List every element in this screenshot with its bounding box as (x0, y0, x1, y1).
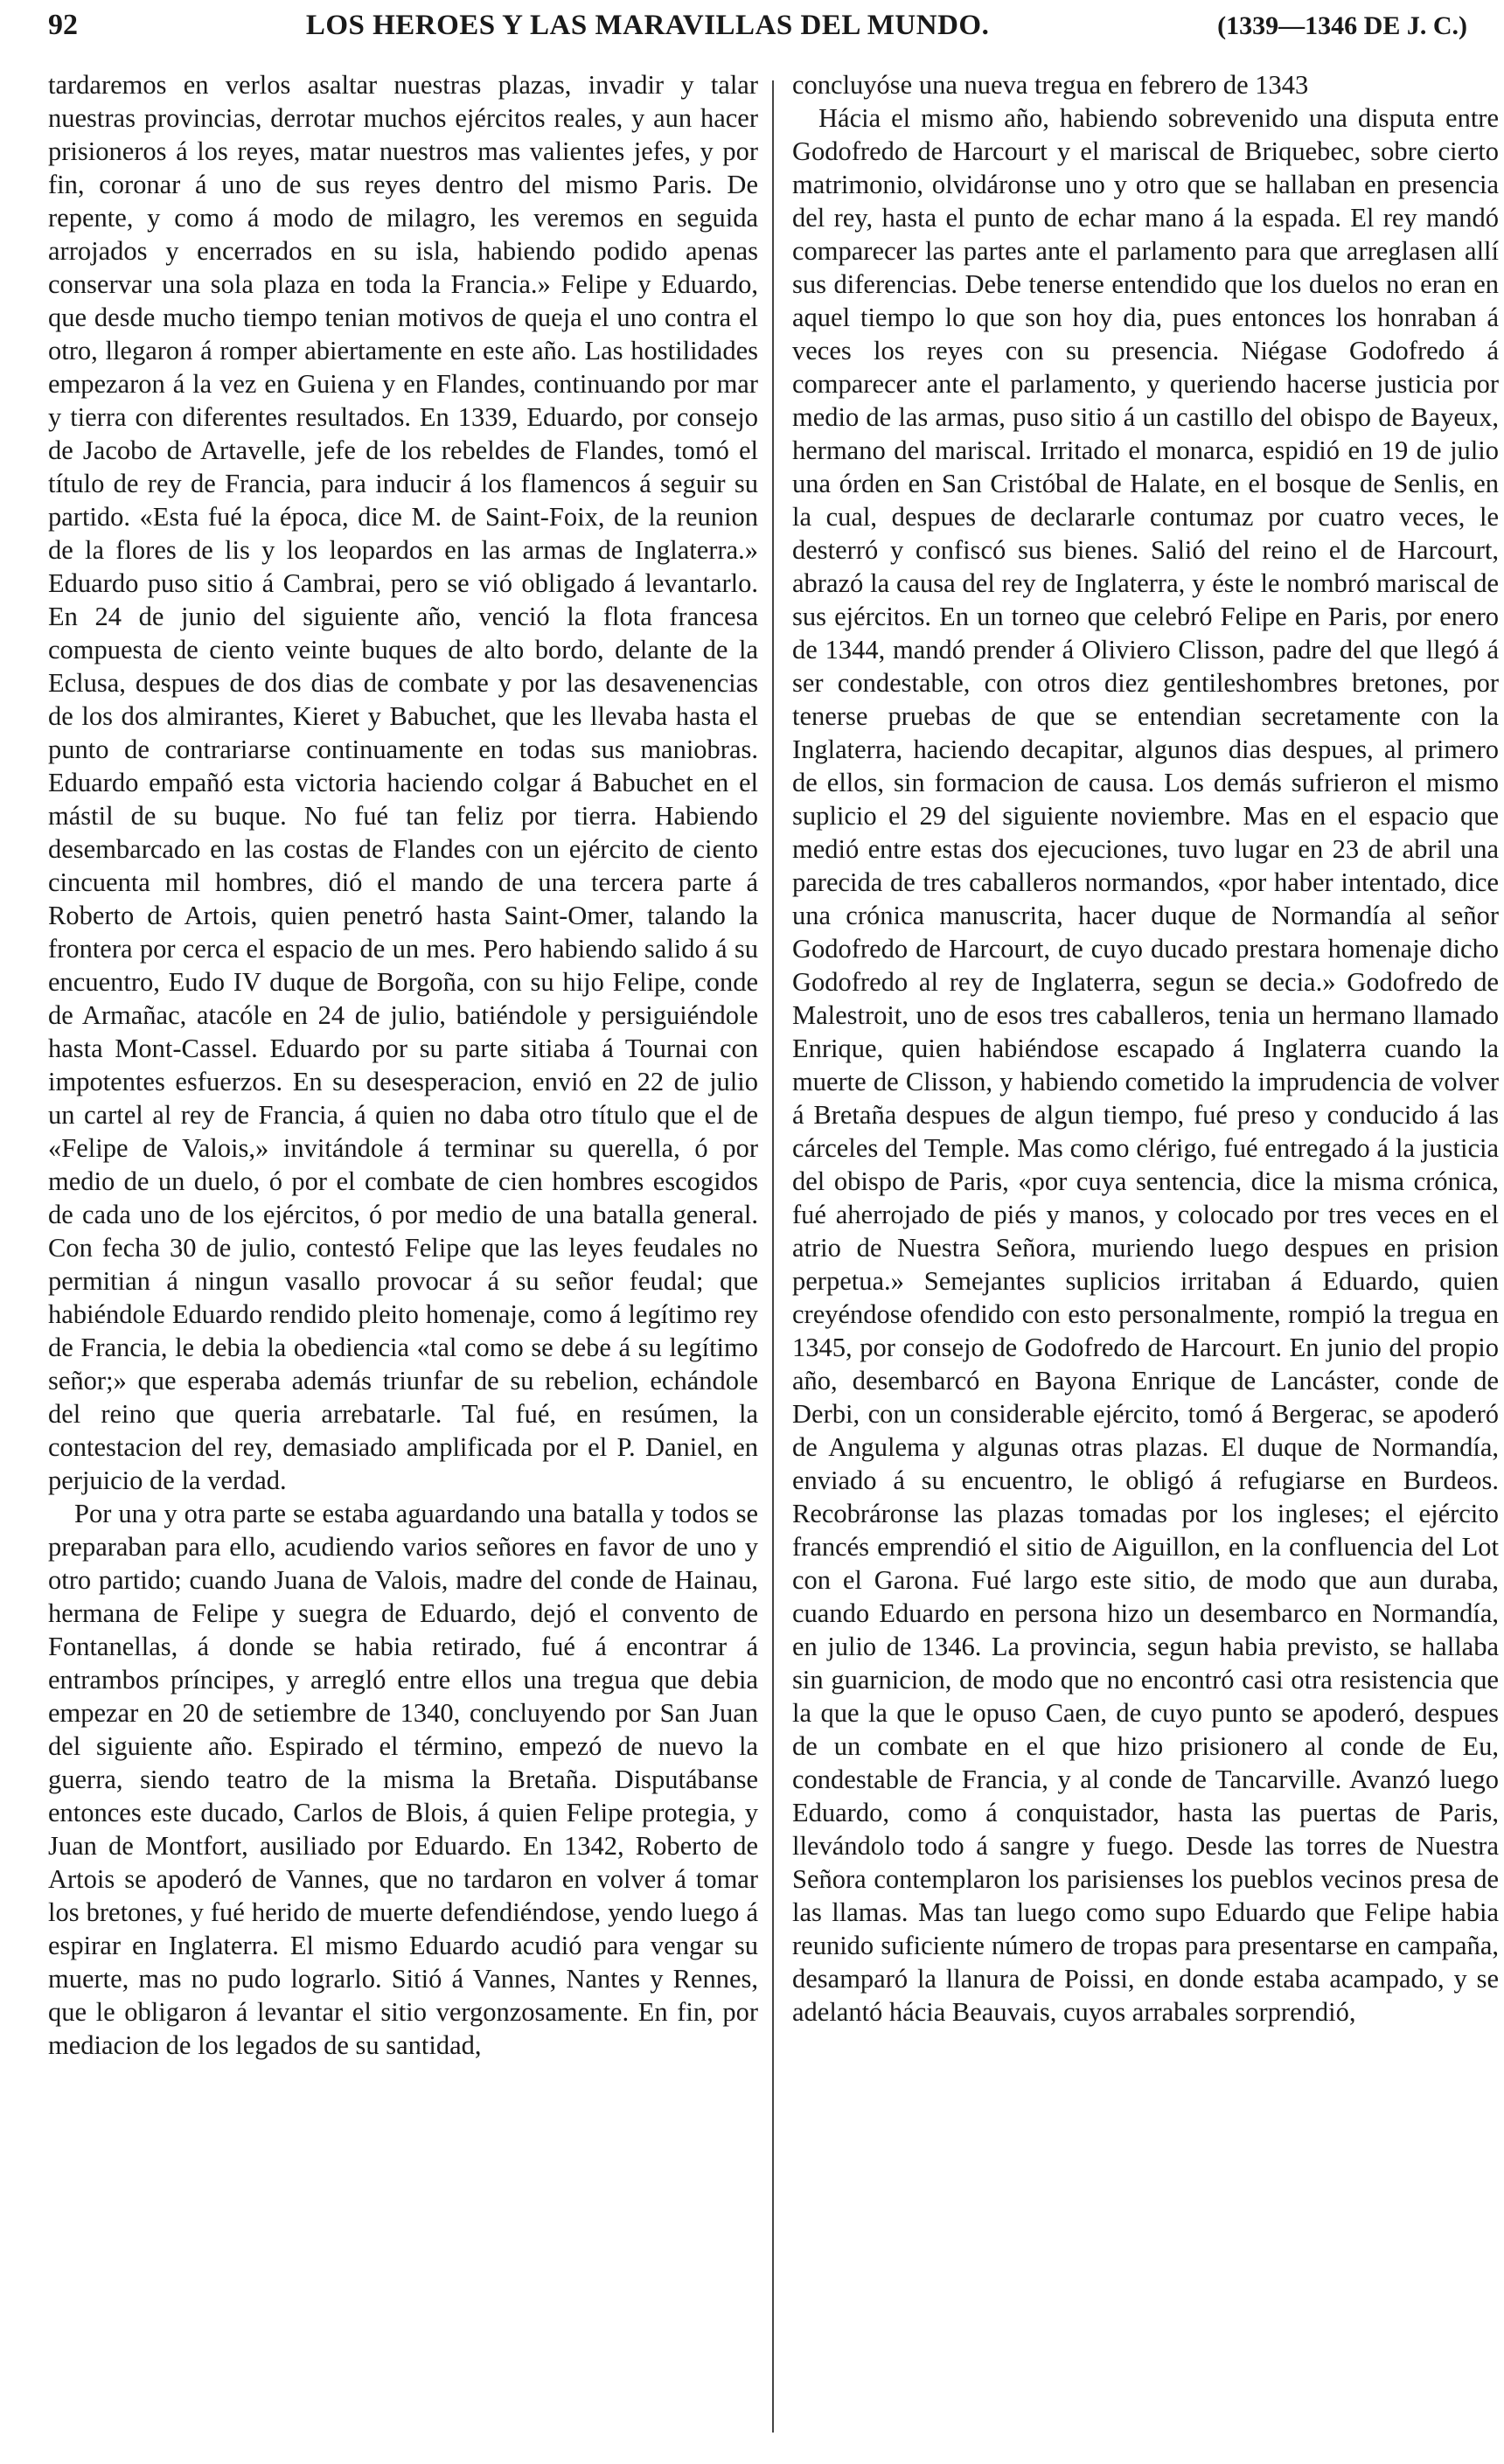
left-paragraph-1: tardaremos en verlos asaltar nuestras plazas, invadir y talar nuestras provincias, derrotar muchos ejércitos reales, y aun hacer prisioneros á los reyes, matar nuestros mas valientes jefes, y por fin, coronar á uno de sus reyes dentro del mismo Paris. De repente, y como á modo de milagro, les veremos en seguida arrojados y encerrados en su isla, habiendo podido apenas conservar una sola plaza en toda la Francia.» Felipe y Eduardo, que desde mucho tiempo tenian motivos de queja el uno contra el otro, llegaron á romper abiertamente en este año. Las hostilidades empezaron á la vez en Guiena y en Flandes, continuando por mar y tierra con diferentes resultados. En 1339, Eduardo, por consejo de Jacobo de Artavelle, jefe de los rebeldes de Flandes, tomó el título de rey de Francia, para inducir á los flamencos á seguir su partido. «Esta fué la época, dice M. de Saint-Foix, de la reunion de la flores de lis y los leopardos en las armas de Inglaterra.» Eduardo puso sitio á Cambrai, pero se vió obligado á levantarlo. En 24 de junio del siguiente año, venció la flota francesa compuesta de ciento veinte buques de alto bordo, delante de la Eclusa, despues de dos dias de combate y por las desavenencias de los dos almirantes, Kieret y Babuchet, que les llevaba hasta el punto de contrariarse continuamente en todas sus maniobras. Eduardo empañó esta victoria haciendo colgar á Babuchet en el mástil de su buque. No fué tan feliz por tierra. Habiendo desembarcado en las costas de Flandes con un ejército de ciento cincuenta mil hombres, dió el mando de una tercera parte á Roberto de Artois, quien penetró hasta Saint-Omer, talando la frontera por cerca el espacio de un mes. Pero habiendo salido á su encuentro, Eudo IV duque de Borgoña, con su hijo Felipe, conde de Armañac, atacóle en 24 de julio, batiéndole y persiguiéndole hasta Mont-Cassel. Eduardo por su parte sitiaba á Tournai con impotentes esfuerzos. En su desesperacion, envió en 22 de julio un cartel al rey de Francia, á quien no daba otro título que el de «Felipe de Valois,» invitándole á terminar su querella, ó por medio de un duelo, ó por el combate de cien hombres escogidos de cada uno de los ejércitos, ó por medio de una batalla general. Con fecha 30 de julio, contestó Felipe que las leyes feudales no permitian á ningun vasallo provocar á su señor feudal; que habiéndole Eduardo rendido pleito homenaje, como á legítimo rey de Francia, le debia la obediencia «tal como se debe á su legítimo señor;» que esperaba además triunfar de su rebelion, echándole del reino que queria arrebatarle. Tal fué, en resúmen, la contestacion del rey, demasiado amplificada por el P. Daniel, en perjuicio de la verdad. (48, 70, 758, 1495)
left-paragraph-2: Por una y otra parte se estaba aguardando una batalla y todos se preparaban para ello, acudiendo varios señores en favor de uno y otro partido; cuando Juana de Valois, madre del conde de Hainau, hermana de Felipe y suegra de Eduardo, dejó el convento de Fontanellas, á donde se habia retirado, fué á encontrar á entrambos príncipes, y arregló entre ellos una tregua que debia empezar en 20 de setiembre de 1340, concluyendo por San Juan del siguiente año. Espirado el término, empezó de nuevo la guerra, siendo teatro de la misma la Bretaña. Disputábanse entonces este ducado, Carlos de Blois, á quien Felipe protegia, y Juan de Montfort, ausiliado por Eduardo. En 1342, Roberto de Artois se apoderó de Vannes, que no tardaron en volver á tomar los bretones, y fué herido de muerte defendiéndose, yendo luego á espirar en Inglaterra. El mismo Eduardo acudió para vengar su muerte, mas no pudo lograrlo. Sitió á Vannes, Nantes y Rennes, que le obligaron á levantar el sitio vergonzosamente. En fin, por mediacion de los legados de su santidad, (48, 1499, 758, 2060)
date-range: (1339—1346 DE J. C.) (1217, 11, 1467, 40)
page-header (48, 9, 1467, 68)
right-paragraph-1: concluyóse una nueva tregua en febrero de 1343 (792, 70, 1309, 100)
right-paragraph-2: Hácia el mismo año, habiendo sobrevenido una disputa entre Godofredo de Harcourt y el mariscal de Briquebec, sobre cierto matrimonio, olvidáronse uno y otro que se hallaban en presencia del rey, hasta el punto de echar mano á la espada. El rey mandó comparecer las partes ante el parlamento para que arreglasen allí sus diferencias. Debe tenerse entendido que los duelos no eran en aquel tiempo lo que son hoy dia, pues entonces los honraban á veces los reyes con su presencia. Niégase Godofredo á comparecer ante el parlamento, y queriendo hacerse justicia por medio de las armas, puso sitio á un castillo del obispo de Bayeux, hermano del mariscal. Irritado el monarca, espidió en 19 de julio una órden en San Cristóbal de Halate, en el bosque de Senlis, en la cual, despues de declararle contumaz por cuatro veces, le desterró y confiscó sus bienes. Salió del reino el de Harcourt, abrazó la causa del rey de Inglaterra, y éste le nombró mariscal de sus ejércitos. En un torneo que celebró Felipe en Paris, por enero de 1344, mandó prender á Oliviero Clisson, padre del que llegó á ser condestable, con otros diez gentileshombres bretones, por tenerse pruebas de que se entendian secretamente con la Inglaterra, haciendo decapitar, algunos dias despues, al primero de ellos, sin formacion de causa. Los demás sufrieron el mismo suplicio el 29 del siguiente noviembre. Mas en el espacio que medió entre estas dos ejecuciones, tuvo lugar en 23 de abril una parecida de tres caballeros normandos, «por haber intentado, dice una crónica manuscrita, hacer duque de Normandía al señor Godofredo de Harcourt, de cuyo ducado prestara homenaje dicho Godofredo al rey de Inglaterra, segun se decia.» Godofredo de Malestroit, uno de esos tres caballeros, tenia un hermano llamado Enrique, quien habiéndose escapado á Inglaterra cuando la muerte de Clisson, y habiendo cometido la imprudencia de volver á Bretaña despues de algun tiempo, fué preso y conducido á las cárceles del Temple. Mas como clérigo, fué entregado á la justicia del obispo de Paris, «por cuya sentencia, dice la misma crónica, fué aherrojado de piés y manos, y colocado por tres veces en el atrio de Nuestra Señora, muriendo luego despues en prision perpetua.» Semejantes suplicios irritaban á Eduardo, quien creyéndose ofendido con esto personalmente, rompió la tregua en 1345, por consejo de Godofredo de Harcourt. En junio del propio año, desembarcó en Bayona Enrique de Lancáster, conde de Derbi, con un considerable ejército, tomó á Bergerac, se apoderó de Angulema y algunas otras plazas. El duque de Normandía, enviado á su encuentro, le obligó á refugiarse en Burdeos. Recobráronse las plazas tomadas por los ingleses; el ejército francés emprendió el sitio de Aiguillon, en la confluencia del Lot con el Garona. Fué largo este sitio, de modo que aun duraba, cuando Eduardo en persona hizo un desembarco en Normandía, en julio de 1346. La provincia, segun habia previsto, se hallaba sin guarnicion, de modo que no encontró casi otra resistencia que la que la que le opuso Caen, de cuyo punto se apoderó, despues de un combate en el que hizo prisionero al conde de Eu, condestable de Francia, y al conde de Tancarville. Avanzó luego Eduardo, como á conquistador, hasta las puertas de Paris, llevándolo todo á sangre y fuego. Desde las torres de Nuestra Señora contemplaron los parisienses los pueblos vecinos presa de las llamas. Mas tan luego como supo Eduardo que Felipe habia reunido suficiente número de tropas para presentarse en campaña, desamparó la llanura de Poissi, en donde estaba acampado, y se adelantó hácia Beauvais, cuyos arrabales sorprendió, (792, 103, 1499, 2027)
column-divider (772, 80, 774, 2433)
right-column (792, 68, 1499, 2442)
page-number: 92 (48, 9, 78, 41)
left-column (48, 68, 758, 2442)
running-title: LOS HEROES Y LAS MARAVILLAS DEL MUNDO. (305, 10, 990, 41)
